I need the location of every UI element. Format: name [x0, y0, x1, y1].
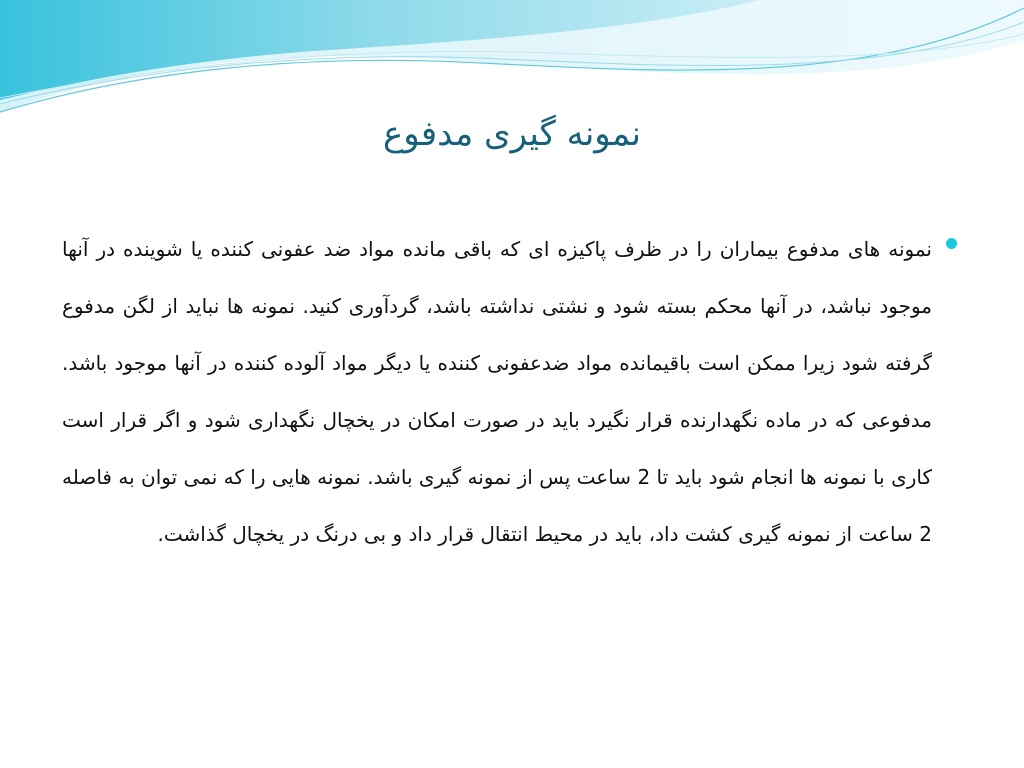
slide-body-text: نمونه های مدفوع بیماران را در ظرف پاکیزه ای که باقی مانده مواد ضد عفونی کننده یا شوینده در آنها موجود نباشد، در آنها محکم بسته شود و نشتی نداشته باشد، گردآوری کنید. نمونه ها نباید از لگن مدفوع گرفته شود زیرا ممکن است باقیمانده مواد ضدعفونی کننده یا دیگر مواد آلوده کننده در آنها موجود باشد. مدفوعی که در ماده نگهدارنده قرار نگیرد باید در صورت امکان در یخچال نگهداری شود و اگر قرار است کاری با نمونه ها انجام شود باید تا 2 ساعت پس از نمونه گیری باشد. نمونه هایی را که نمی توان به فاصله 2 ساعت از نمونه گیری کشت داد، باید در محیط انتقال قرار داد و بی درنگ در یخچال گذاشت.: [62, 237, 932, 546]
bullet-dot-icon: [946, 238, 957, 249]
slide-title: نمونه گیری مدفوع: [383, 114, 641, 154]
